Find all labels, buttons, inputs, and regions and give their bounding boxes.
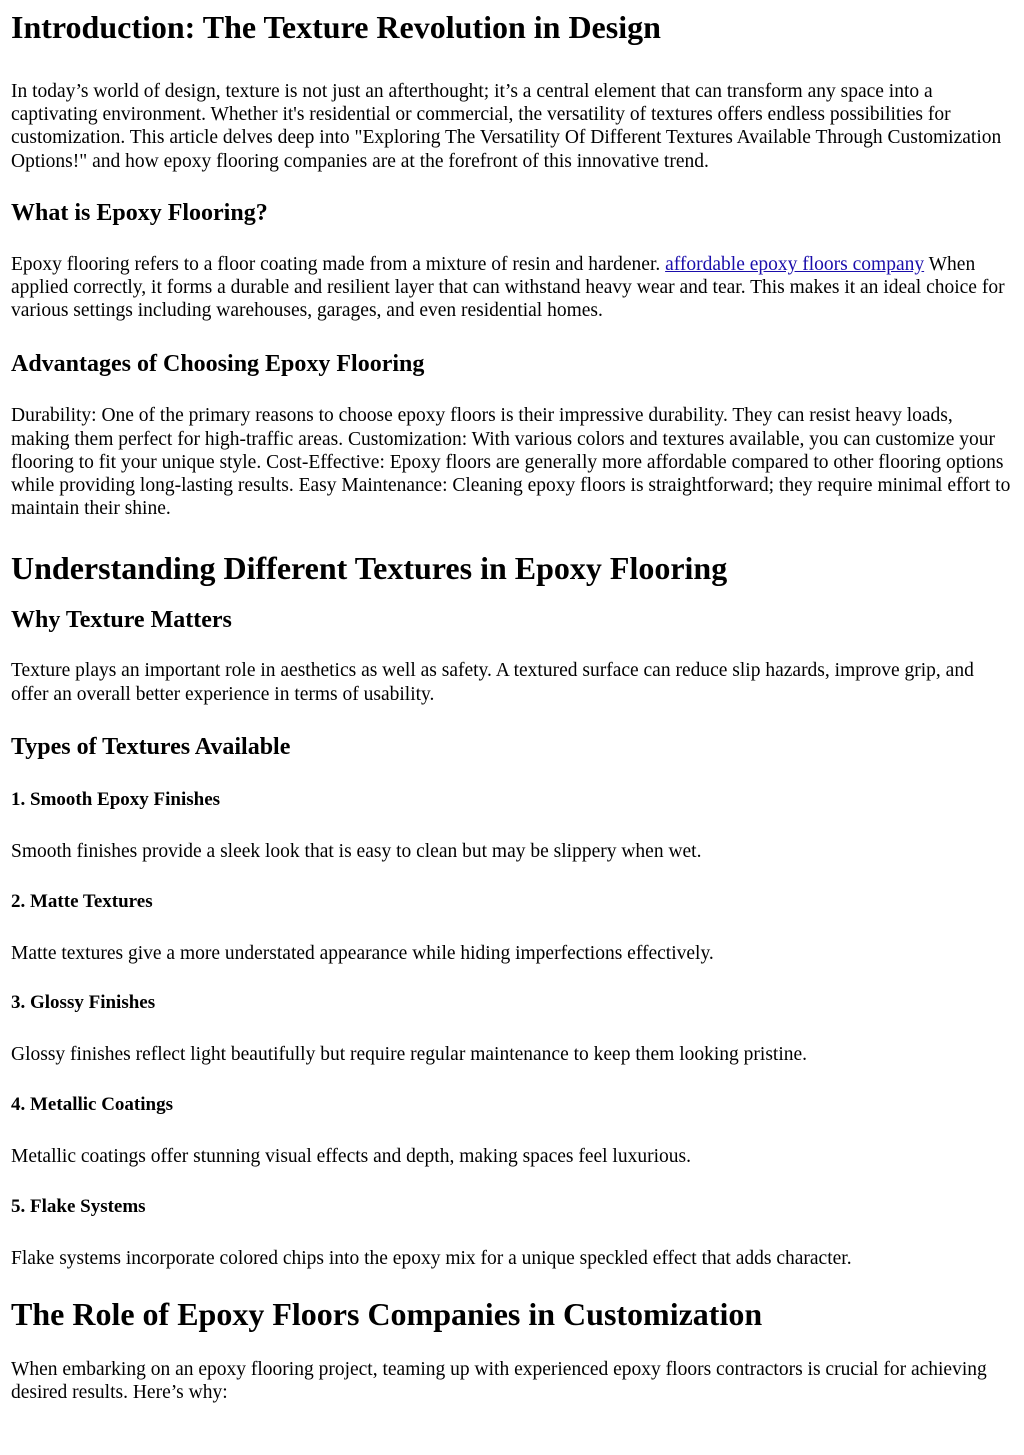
- what-is-paragraph: [11, 253, 1013, 323]
- type-text-matte: Matte textures give a more understated appearance while hiding imperfections effectively.: [11, 943, 714, 965]
- why-texture-paragraph: Texture plays an important role in aesthetics as well as safety. A textured surface can reduce slip hazards, improve grip, and offer an overall better experience in terms of usability.: [11, 660, 974, 705]
- affordable-epoxy-link[interactable]: affordable epoxy floors company: [665, 253, 925, 275]
- type-heading-metallic: 4. Metallic Coatings: [11, 1094, 174, 1116]
- what-is-text-end: When applied correctly, it forms a durable and resilient layer that can withstand heavy wear and tear. This makes it an ideal choice for various settings including warehouses, garages, and even residential homes.: [11, 253, 1005, 322]
- type-heading-matte: 2. Matte Textures: [11, 891, 153, 913]
- type-text-glossy: Glossy finishes reflect light beautifully but require regular maintenance to keep them looking pristine.: [11, 1044, 808, 1066]
- advantages-heading: Advantages of Choosing Epoxy Flooring: [11, 351, 425, 378]
- type-heading-flake: 5. Flake Systems: [11, 1195, 146, 1217]
- understanding-title: Understanding Different Textures in Epoxy Flooring: [11, 550, 728, 587]
- advantages-paragraph: Durability: One of the primary reasons to choose epoxy floors is their impressive durability. They can resist heavy loads, making them perfect for high-traffic areas. Customization: With various colors and textures available, you can customize your flooring to fit your unique style. Cost-Effective: Epoxy floors are generally more affordable compared to other flooring options while providing long-lasting results. Easy Maintenance: Cleaning epoxy floors is straightforward; they require minimal effort to maintain their shine.: [11, 405, 1011, 520]
- types-heading: Types of Textures Available: [11, 733, 291, 760]
- intro-paragraph: In today’s world of design, texture is not just an afterthought; it’s a central element that can transform any space into a captivating environment. Whether it's residential or commercial, the versatility of textures offers endless possibilities for customization. This article delves deep into "Exploring The Versatility Of Different Textures Available Through Customization Options!" and how epoxy flooring companies are at the forefront of this innovative trend.: [11, 81, 1002, 172]
- type-text-smooth: Smooth finishes provide a sleek look that is easy to clean but may be slippery when wet.: [11, 840, 702, 862]
- what-is-text-start: Epoxy flooring refers to a floor coating made from a mixture of resin and hardener.: [11, 253, 666, 275]
- what-is-heading: What is Epoxy Flooring?: [11, 199, 268, 226]
- type-text-flake: Flake systems incorporate colored chips into the epoxy mix for a unique speckled effect that adds character.: [11, 1247, 852, 1269]
- role-title: The Role of Epoxy Floors Companies in Customization: [11, 1295, 763, 1332]
- article: [0, 9, 1024, 1404]
- type-text-metallic: Metallic coatings offer stunning visual effects and depth, making spaces feel luxurious.: [11, 1146, 691, 1168]
- intro-title: Introduction: The Texture Revolution in Design: [11, 9, 661, 45]
- type-heading-glossy: 3. Glossy Finishes: [11, 992, 156, 1014]
- role-paragraph: When embarking on an epoxy flooring project, teaming up with experienced epoxy floors contractors is crucial for achieving desired results. Here’s why:: [11, 1358, 987, 1404]
- why-texture-heading: Why Texture Matters: [11, 607, 232, 634]
- type-heading-smooth: 1. Smooth Epoxy Finishes: [11, 788, 221, 810]
